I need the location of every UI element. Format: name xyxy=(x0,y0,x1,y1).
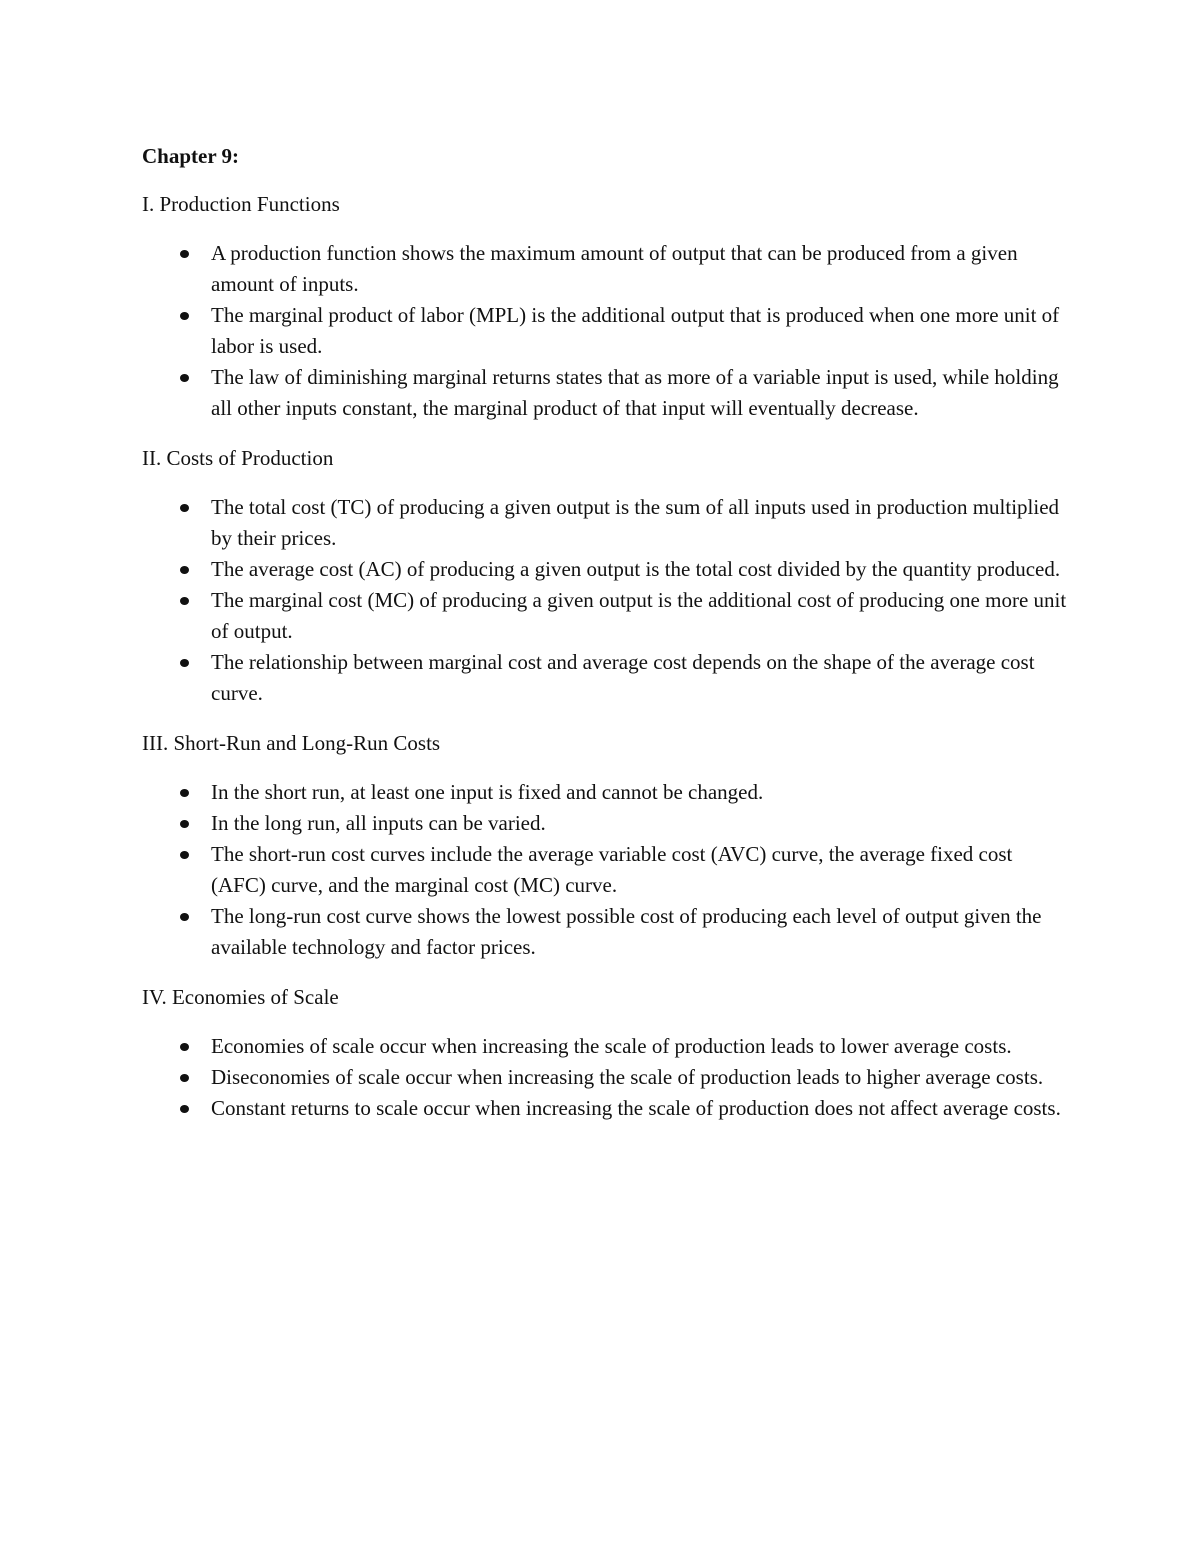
list-item-text: A production function shows the maximum amount of output that can be produced from a given amount of inputs. xyxy=(211,241,1018,296)
section-heading: III. Short-Run and Long-Run Costs xyxy=(142,731,441,755)
section-heading: II. Costs of Production xyxy=(142,446,334,470)
bullet-icon xyxy=(180,851,189,859)
bullet-icon xyxy=(180,1043,189,1051)
bullet-list xyxy=(142,238,1072,424)
list-item-text: In the short run, at least one input is fixed and cannot be changed. xyxy=(211,780,764,804)
bullet-icon xyxy=(180,659,189,667)
list-item xyxy=(142,492,1072,554)
list-item xyxy=(142,647,1072,709)
list-item xyxy=(142,1093,1072,1124)
section-production-functions xyxy=(142,188,1072,424)
list-item-text: Constant returns to scale occur when increasing the scale of production does not affect average costs. xyxy=(211,1096,1061,1120)
list-item-text: The marginal product of labor (MPL) is the additional output that is produced when one more unit of labor is used. xyxy=(211,303,1060,358)
list-item-text: The short-run cost curves include the average variable cost (AVC) curve, the average fixed cost (AFC) curve, and the marginal cost (MC) curve. xyxy=(211,842,1013,897)
bullet-icon xyxy=(180,1105,189,1113)
list-item-text: The law of diminishing marginal returns states that as more of a variable input is used, while holding all other inputs constant, the marginal product of that input will eventually decrease. xyxy=(211,365,1059,420)
bullet-list xyxy=(142,492,1072,709)
list-item-text: The average cost (AC) of producing a given output is the total cost divided by the quantity produced. xyxy=(211,557,1061,581)
bullet-icon xyxy=(180,566,189,574)
bullet-icon xyxy=(180,597,189,605)
list-item xyxy=(142,839,1072,901)
list-item-text: Economies of scale occur when increasing the scale of production leads to lower average costs. xyxy=(211,1034,1012,1058)
list-item xyxy=(142,300,1072,362)
section-economies-of-scale xyxy=(142,981,1072,1124)
bullet-icon xyxy=(180,374,189,382)
bullet-icon xyxy=(180,820,189,828)
section-heading: I. Production Functions xyxy=(142,192,340,216)
list-item xyxy=(142,238,1072,300)
bullet-icon xyxy=(180,312,189,320)
bullet-icon xyxy=(180,913,189,921)
list-item xyxy=(142,362,1072,424)
section-costs-of-production xyxy=(142,442,1072,709)
document-page xyxy=(142,140,1072,1142)
list-item xyxy=(142,808,1072,839)
bullet-icon xyxy=(180,250,189,258)
bullet-icon xyxy=(180,504,189,512)
section-heading: IV. Economies of Scale xyxy=(142,985,339,1009)
list-item-text: Diseconomies of scale occur when increasing the scale of production leads to higher average costs. xyxy=(211,1065,1044,1089)
bullet-icon xyxy=(180,789,189,797)
list-item xyxy=(142,554,1072,585)
list-item-text: In the long run, all inputs can be varied. xyxy=(211,811,546,835)
list-item-text: The total cost (TC) of producing a given output is the sum of all inputs used in production multiplied by their prices. xyxy=(211,495,1060,550)
section-short-run-long-run-costs xyxy=(142,727,1072,963)
list-item xyxy=(142,777,1072,808)
list-item xyxy=(142,585,1072,647)
bullet-list xyxy=(142,777,1072,963)
bullet-list xyxy=(142,1031,1072,1124)
list-item xyxy=(142,1031,1072,1062)
list-item xyxy=(142,1062,1072,1093)
list-item-text: The marginal cost (MC) of producing a given output is the additional cost of producing one more unit of output. xyxy=(211,588,1067,643)
list-item-text: The relationship between marginal cost and average cost depends on the shape of the average cost curve. xyxy=(211,650,1035,705)
list-item xyxy=(142,901,1072,963)
list-item-text: The long-run cost curve shows the lowest possible cost of producing each level of output given the available technology and factor prices. xyxy=(211,904,1042,959)
chapter-title: Chapter 9: xyxy=(142,144,240,168)
bullet-icon xyxy=(180,1074,189,1082)
